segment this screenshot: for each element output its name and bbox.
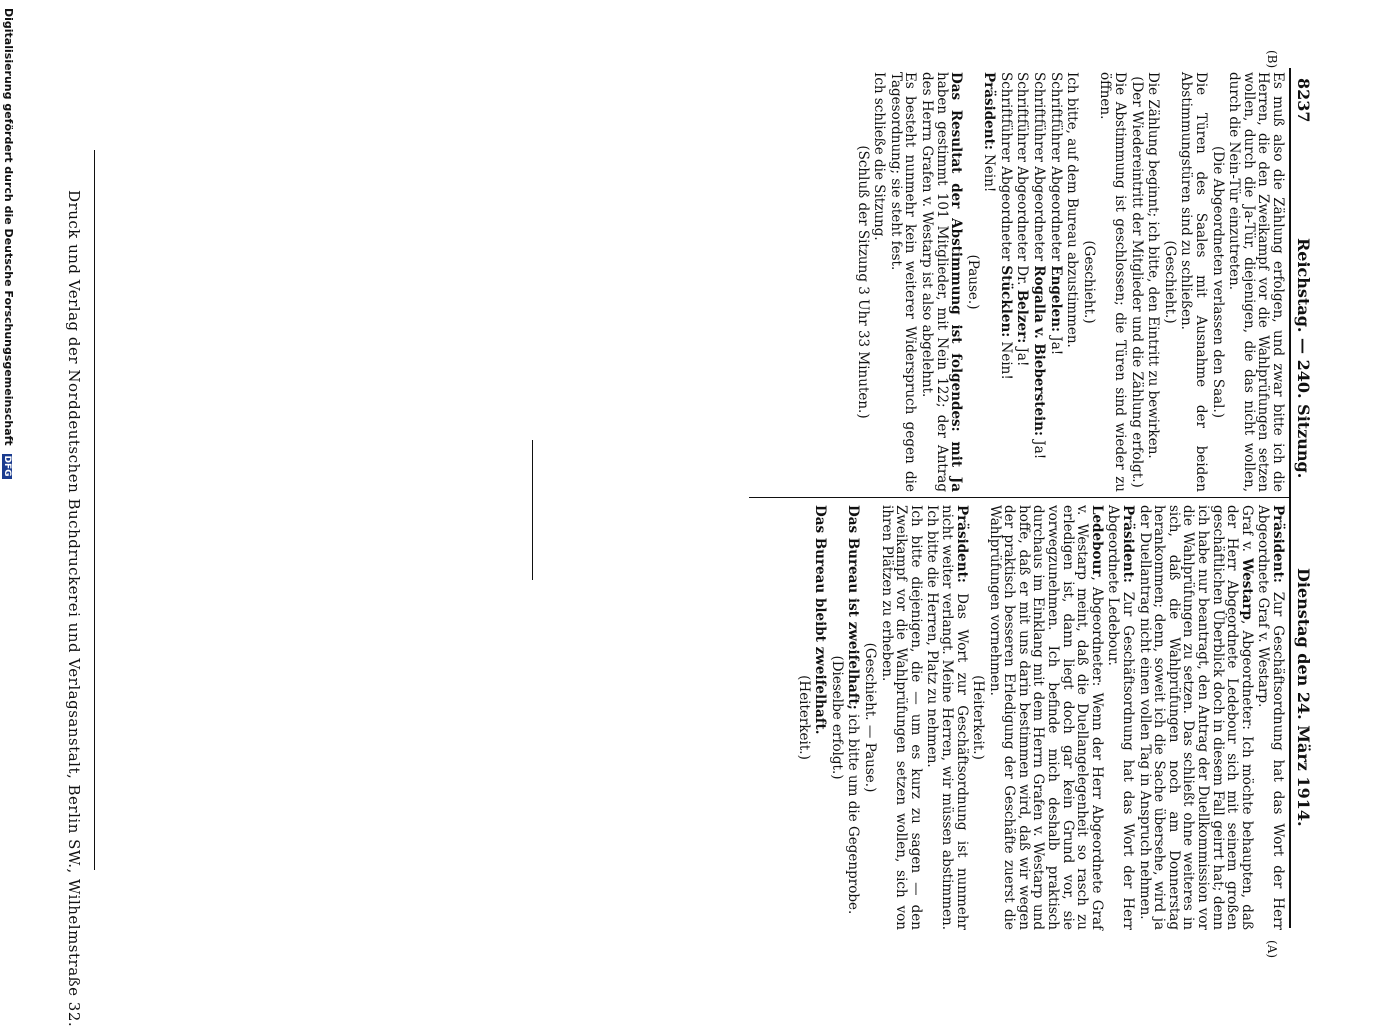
paragraph: Es muß also die Zählung erfolgen, und zwar bitte ich die Herren, die den Zweikampf vor die Wahlprüfungen setzen wollen, durch die Ja-Tür, diejenigen, die das nicht wollen, durch die Nein-Tür einzutreten. (1226, 72, 1286, 492)
dfg-logo: DFG (2, 455, 12, 477)
margin-marker-b: (B) (1265, 50, 1279, 69)
paragraph: (Dieselbe erfolgt.) (828, 655, 845, 780)
paragraph: Das Bureau ist zweifelhaft; ich bitte um die Gegenprobe. (845, 505, 862, 915)
paragraph: Die Zählung beginnt; ich bitte, den Eintritt zu bewirken. (1145, 72, 1162, 459)
paragraph: (Pause.) (964, 254, 981, 310)
paragraph: Schriftführer Abgeordneter Rogalla v. Bieberstein: Ja! (1031, 72, 1048, 460)
session-date: Dienstag den 24. März 1914. (1294, 568, 1313, 827)
paragraph: Präsident: Zur Geschäftsordnung hat das Wort der Herr Abgeordnete Ledebour. (1105, 505, 1137, 930)
page-number: 8237 (1294, 78, 1313, 123)
paragraph: Schriftführer Abgeordneter Engelen: Ja! (1047, 72, 1064, 356)
paragraph: Das Bureau bleibt zweifelhaft. (812, 505, 829, 735)
paragraph: Präsident: Nein! (981, 72, 998, 193)
end-rule (532, 440, 533, 580)
paragraph: (Schluß der Sitzung 3 Uhr 33 Minuten.) (854, 145, 871, 419)
paragraph: Die Türen des Saales mit Ausnahme der beiden Abstimmungstüren sind zu schließen. (1178, 72, 1210, 492)
paragraph: Ledebour, Abgeordneter: Wenn der Herr Abgeordnete Graf v. Westarp meint, daß die Duellangelegenheit so rasch zu erledigen ist, dann liegt doch gar kein Grund vor, sie vorwegzunehmen. Ich befinde mich deshalb praktisch durchaus im Einklang mit dem Herrn Grafen v. Westarp und hoffe, daß er mit uns darin bestimmen wird, daß wir wegen der praktisch besseren Erledigung der Geschäfte zuerst die Wahlprüfungen vornehmen. (986, 505, 1105, 930)
paragraph: (Heiterkeit.) (970, 675, 987, 760)
paragraph: Ich bitte diejenigen, die — um es kurz zu sagen — den Zweikampf vor die Wahlprüfungen setzen wollen, sich von ihren Plätzen zu erheben. (878, 505, 924, 930)
left-column (794, 505, 1285, 930)
paragraph: (Heiterkeit.) (795, 675, 812, 760)
footer-rule (94, 150, 95, 870)
imprint-line: Druck und Verlag der Norddeutschen Buchdruckerei und Verlagsanstalt, Berlin SW., Wilhelmstraße 32. (65, 190, 83, 1027)
header-rule (1289, 68, 1291, 928)
margin-marker-a: (A) (1265, 940, 1279, 959)
digitization-note (2, 8, 15, 988)
paragraph: Schriftführer Abgeordneter Stücklen: Nein! (997, 72, 1014, 380)
column-divider (749, 497, 1289, 498)
paragraph: Das Resultat der Abstimmung ist folgendes: mit Ja haben gestimmt 101 Mitglieder, mit Nein 122; der Antrag des Herrn Grafen v. Westarp ist also abgelehnt. (918, 72, 965, 492)
paragraph: (Geschieht. — Pause.) (861, 642, 878, 793)
paragraph: (Geschieht.) (1080, 240, 1097, 324)
paragraph: Die Abstimmung ist geschlossen; die Türen sind wieder zu öffnen. (1097, 72, 1129, 492)
paragraph: (Geschieht.) (1161, 240, 1178, 324)
paragraph: Schriftführer Abgeordneter Dr. Belzer: Ja! (1014, 72, 1031, 367)
digitization-text: Digitalisierung gefördert durch die Deutsche Forschungsgemeinschaft (2, 8, 15, 446)
paragraph: Es besteht nunmehr kein weiterer Widerspruch gegen die Tagesordnung; sie steht fest. (887, 72, 919, 492)
paragraph: Präsident: Das Wort zur Geschäftsordnung ist nunmehr nicht weiter verlangt. Meine Herren, wir müssen abstimmen. Ich bitte die Herren, Platz zu nehmen. (924, 505, 970, 930)
paragraph: (Der Wiedereintritt der Mitglieder und die Zählung erfolgt.) (1128, 76, 1145, 488)
page-header (1289, 68, 1313, 928)
paragraph: (Die Abgeordneten verlassen den Saal.) (1209, 145, 1226, 419)
paragraph: Präsident: Zur Geschäftsordnung hat das Wort der Herr Abgeordnete Graf v. Westarp. (1255, 505, 1286, 930)
paragraph: Graf v. Westarp, Abgeordneter: Ich möchte behaupten, daß der Herr Abgeordnete Ledebour sich mit seinem großen geschäftlichen Überblick doch in diesem Fall geirrt hat; denn ich habe nur beantragt, den Antrag der Duellkommission vor die Wahlprüfungen zu setzen. Das schließt ohne weiteres in sich, daß die Wahlprüfungen noch am Donnerstag herankommen; denn, soweit ich die Sache übersehe, wird ja der Duellantrag nicht einen vollen Tag in Anspruch nehmen. (1136, 505, 1255, 930)
right-column (853, 72, 1285, 492)
paragraph: Ich bitte, auf dem Bureau abzustimmen. (1064, 72, 1081, 348)
session-title: Reichstag. — 240. Sitzung. (1294, 238, 1313, 479)
paragraph: Ich schließe die Sitzung. (871, 72, 888, 241)
